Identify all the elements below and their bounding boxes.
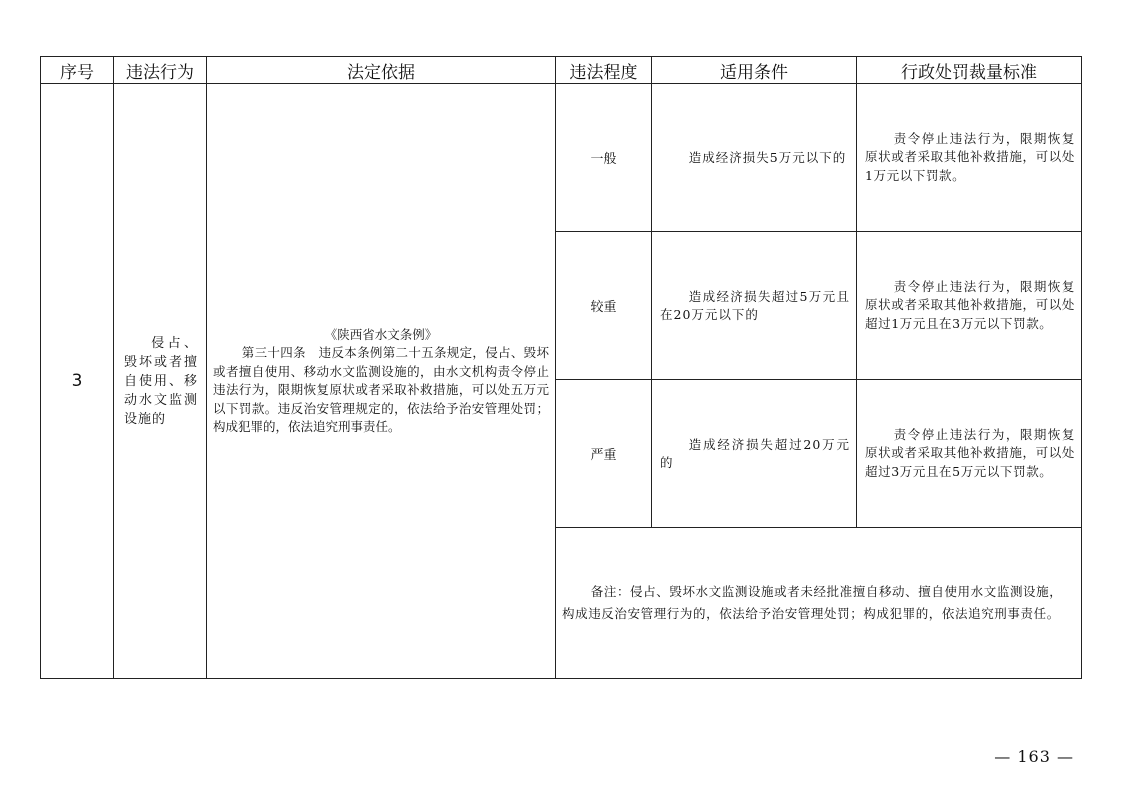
penalty-cell-general bbox=[857, 84, 1082, 232]
discretion-standard-table bbox=[40, 56, 1082, 679]
legal-basis-cell bbox=[207, 84, 556, 679]
condition-text: 造成经济损失超过5万元且在20万元以下的 bbox=[660, 288, 850, 322]
violation-cell bbox=[114, 84, 207, 679]
condition-cell-general bbox=[652, 84, 857, 232]
remark-text: 备注：侵占、毁坏水文监测设施或者未经批准擅自移动、擅自使用水文监测设施，构成违反治安管理行为的，依法给予治安管理处罚；构成犯罪的，依法追究刑事责任。 bbox=[562, 584, 1063, 621]
table-row bbox=[41, 84, 1082, 232]
header-legal-basis: 法定依据 bbox=[207, 57, 556, 84]
page-number: — 163 — bbox=[994, 747, 1074, 766]
header-violation-degree: 违法程度 bbox=[556, 57, 652, 84]
violation-text: 侵占、毁坏或者擅自使用、移动水文监测设施的 bbox=[124, 335, 198, 427]
law-title: 《陕西省水文条例》 bbox=[324, 326, 438, 342]
header-violation: 违法行为 bbox=[114, 57, 207, 84]
serial-number-cell: 3 bbox=[41, 84, 114, 679]
degree-cell-general: 一般 bbox=[556, 84, 652, 232]
condition-text: 造成经济损失5万元以下的 bbox=[688, 149, 847, 165]
degree-cell-severe: 严重 bbox=[556, 380, 652, 528]
condition-text: 造成经济损失超过20万元的 bbox=[660, 436, 850, 470]
penalty-text: 责令停止违法行为，限期恢复原状或者采取其他补救措施，可以处超过3万元且在5万元以下罚款。 bbox=[865, 426, 1075, 479]
condition-cell-severe bbox=[652, 380, 857, 528]
penalty-text: 责令停止违法行为，限期恢复原状或者采取其他补救措施，可以处超过1万元且在3万元以下罚款。 bbox=[865, 278, 1075, 331]
header-penalty-standard: 行政处罚裁量标准 bbox=[857, 57, 1082, 84]
header-serial-number: 序号 bbox=[41, 57, 114, 84]
penalty-cell-serious bbox=[857, 232, 1082, 380]
remark-cell bbox=[556, 528, 1082, 679]
law-article-text: 第三十四条 违反本条例第二十五条规定，侵占、毁坏或者擅自使用、移动水文监测设施的，由水文机构责令停止违法行为，限期恢复原状或者采取补救措施，可以处五万元以下罚款。违反治安管理规定的，依法给予治安管理处罚；构成犯罪的，依法追究刑事责任。 bbox=[213, 345, 549, 434]
degree-cell-serious: 较重 bbox=[556, 232, 652, 380]
penalty-cell-severe bbox=[857, 380, 1082, 528]
penalty-text: 责令停止违法行为，限期恢复原状或者采取其他补救措施，可以处1万元以下罚款。 bbox=[865, 130, 1075, 183]
header-applicable-conditions: 适用条件 bbox=[652, 57, 857, 84]
condition-cell-serious bbox=[652, 232, 857, 380]
table-header-row bbox=[41, 57, 1082, 84]
